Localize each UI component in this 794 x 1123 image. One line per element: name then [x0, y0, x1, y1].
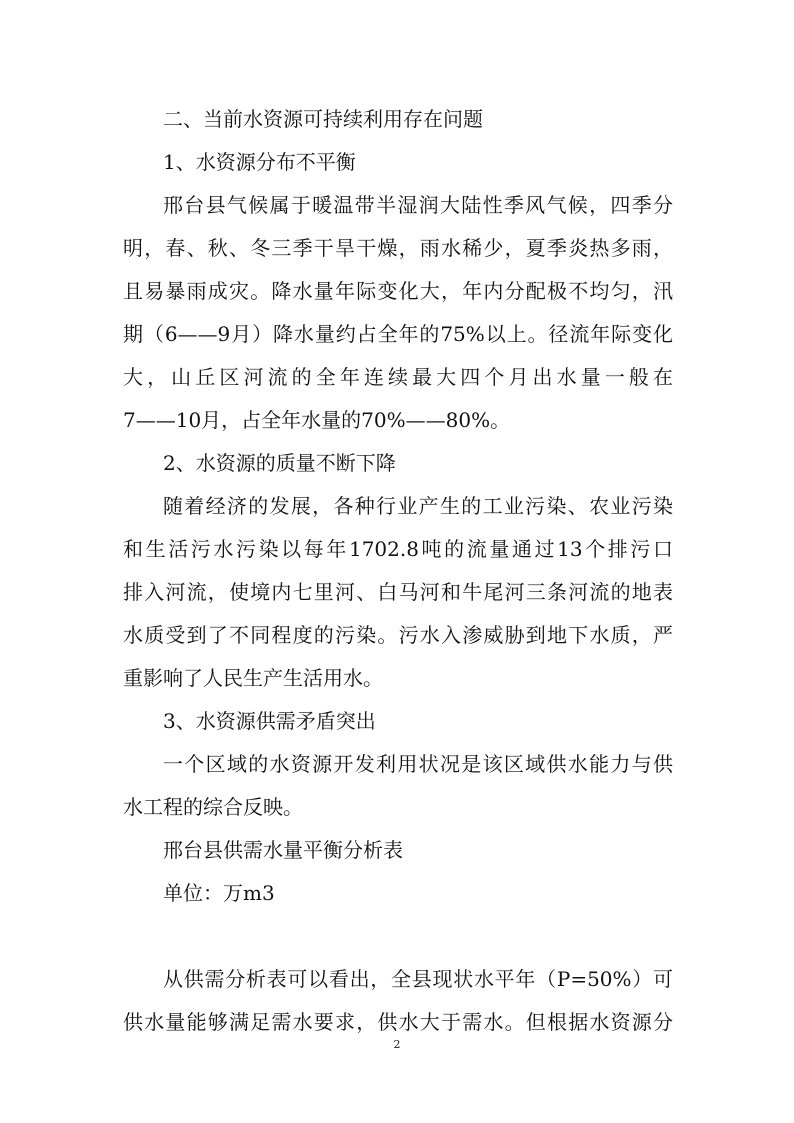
paragraph-line: 排入河流，使境内七里河、白马河和牛尾河三条河流的地表 [123, 580, 673, 604]
paragraph-line: 水质受到了不同程度的污染。污水入渗威胁到地下水质，严 [123, 623, 673, 647]
paragraph-line: 7——10月，占全年水量的70%——80%。 [123, 408, 511, 432]
paragraph-line: 重影响了人民生产生活用水。 [123, 666, 383, 690]
paragraph-line: 和生活污水污染以每年1702.8吨的流量通过13个排污口 [123, 537, 673, 561]
page-number: 2 [393, 1038, 401, 1051]
paragraph-line: 期（6——9月）降水量约占全年的75%以上。径流年际变化 [123, 322, 673, 346]
unit-label: 单位：万m3 [163, 881, 275, 905]
subheading-supply-demand: 3、水资源供需矛盾突出 [163, 709, 376, 733]
paragraph-line: 一个区域的水资源开发利用状况是该区域供水能力与供 [163, 752, 673, 776]
paragraph-line: 邢台县气候属于暖温带半湿润大陆性季风气候，四季分 [163, 193, 673, 217]
paragraph-line: 且易暴雨成灾。降水量年际变化大，年内分配极不均匀，汛 [123, 279, 673, 303]
paragraph-line: 随着经济的发展，各种行业产生的工业污染、农业污染 [163, 494, 673, 518]
paragraph-line: 从供需分析表可以看出，全县现状水平年（P=50%）可 [163, 967, 673, 991]
paragraph-line: 明，春、秋、冬三季干旱干燥，雨水稀少，夏季炎热多雨， [123, 236, 673, 260]
paragraph-line: 大，山丘区河流的全年连续最大四个月出水量一般在 [123, 365, 673, 389]
subheading-quality: 2、水资源的质量不断下降 [163, 451, 396, 475]
subheading-distribution: 1、水资源分布不平衡 [163, 150, 356, 174]
paragraph-line: 供水量能够满足需水要求，供水大于需水。但根据水资源分 [123, 1010, 673, 1034]
paragraph-line: 水工程的综合反映。 [123, 795, 303, 819]
section-heading: 二、当前水资源可持续利用存在问题 [163, 107, 483, 131]
table-caption: 邢台县供需水量平衡分析表 [163, 838, 403, 862]
